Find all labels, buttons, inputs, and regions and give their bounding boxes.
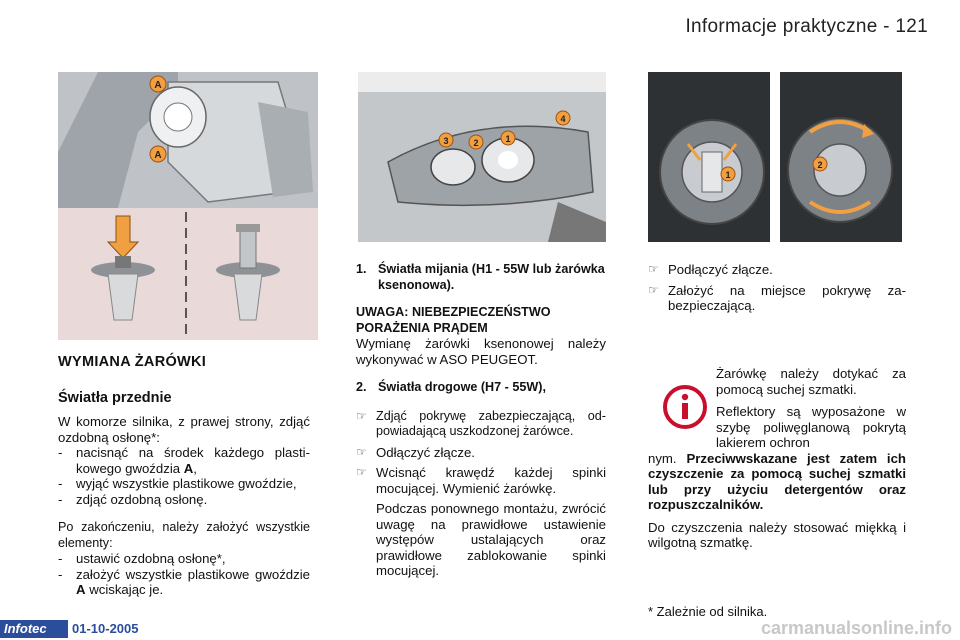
info-paragraph-2-top: Reflektory są wyposażone w szybę poliwęglanową pokrytą lakierem ochron (716, 404, 906, 450)
label-a-top: A (154, 80, 162, 91)
list-item: - zdjąć ozdobną osłonę. (58, 491, 208, 507)
list-item: ☞ Założyć na miejsce pokrywę zabezpieczającą. (648, 282, 906, 313)
plastic-clips-figure (58, 208, 318, 340)
label-2: 2 (473, 138, 479, 148)
hand-pointer-icon: ☞ (648, 282, 659, 297)
remove-steps-list (58, 445, 310, 507)
engine-compartment-figure (58, 72, 318, 208)
list-item: - ustawić ozdobną osłonę*, (58, 551, 226, 566)
watermark: carmanualsonline.info (760, 618, 952, 638)
hand-pointer-icon: ☞ (356, 444, 367, 459)
warning-text: Wymianę żarówki ksenonowej należy wykonywać w ASO PEUGEOT. (356, 336, 606, 367)
bulb-detail-illustration-2 (780, 72, 902, 242)
page-header: Informacje praktyczne - 121 (685, 16, 928, 37)
info-paragraph-2-rest: nym. Przeciwwskazane jest zatem ich czyszczenie za pomocą suchej szmatki lub przy użyciu detergentów oraz rozpuszczalników. (648, 450, 906, 512)
bulb-detail-illustration-1 (648, 72, 770, 242)
footnote: * Zależnie od silnika. (648, 604, 768, 619)
bulb-detail-figure-2 (780, 72, 902, 242)
list-item: - nacisnąć na środek każdego plastikowego gwoździa A, (58, 445, 310, 476)
hand-pointer-icon: ☞ (648, 262, 659, 276)
column-2 (356, 262, 606, 579)
info-paragraph-3: Do czyszczenia należy stosować miękką i wilgotną szmatkę. (648, 519, 906, 550)
main-beam-item: 2. Światła drogowe (H7 - 55W), (356, 380, 546, 394)
label-4: 4 (560, 114, 566, 124)
warning-title: UWAGA: NIEBEZPIECZEŃSTWO PORAŻENIA PRĄDEM (356, 305, 551, 335)
section-title: WYMIANA ŻARÓWKI (58, 354, 207, 370)
footer-date: 01-10-2005 (72, 621, 139, 636)
headlight-illustration (358, 72, 606, 242)
label-bulb-1: 1 (725, 170, 731, 180)
bulb-detail-figure-1 (648, 72, 770, 242)
infotec-logo: Infotec (0, 620, 68, 638)
label-a-bottom: A (154, 150, 162, 161)
list-item: ☞ Wcisnąć krawędź każdej spinki mocującej. Wymienić żarówkę. (356, 465, 606, 496)
list-item: ☞ Podłączyć złącze. (648, 262, 773, 277)
list-item: - wyjąć wszystkie plastikowe gwoździe, (58, 476, 297, 491)
list-item: ☞ Zdjąć pokrywę zabezpieczającą, odpowiadającą uszkodzonej żarówce. (356, 408, 606, 438)
label-3: 3 (443, 136, 449, 146)
intro-text: W komorze silnika, z prawej strony, zdjąć ozdobną osłonę*: (58, 414, 310, 445)
info-icon (662, 384, 708, 430)
reassembly-note: Podczas ponownego montażu, zwrócić uwagę na prawidłowe ustawienie występów ustalających oraz prawidłowe zablokowanie spinki mocującej. (376, 501, 606, 578)
info-paragraph-1: Żarówkę należy dotykać za pomocą suchej szmatki. (716, 366, 906, 397)
column-1 (58, 352, 310, 598)
column-3 (648, 262, 906, 319)
engine-compartment-illustration (58, 72, 318, 208)
dipped-beam-item: 1. Światła mijania (H1 - 55W lub żarówka ksenonowa). (356, 262, 605, 292)
info-block (648, 366, 906, 551)
hand-pointer-icon: ☞ (356, 465, 367, 479)
hand-pointer-icon: ☞ (356, 408, 367, 423)
label-bulb-2: 2 (817, 160, 823, 170)
install-steps-list (58, 551, 310, 598)
plastic-clips-illustration (58, 208, 318, 340)
headlight-figure (358, 72, 606, 242)
list-item: - założyć wszystkie plastikowe gwoździe A wciskając je. (58, 566, 310, 597)
sub-title: Światła przednie (58, 389, 172, 406)
label-1: 1 (505, 134, 511, 144)
list-item: ☞ Odłączyć złącze. (356, 444, 475, 460)
after-intro-text: Po zakończeniu, należy założyć wszystkie elementy: (58, 520, 310, 550)
